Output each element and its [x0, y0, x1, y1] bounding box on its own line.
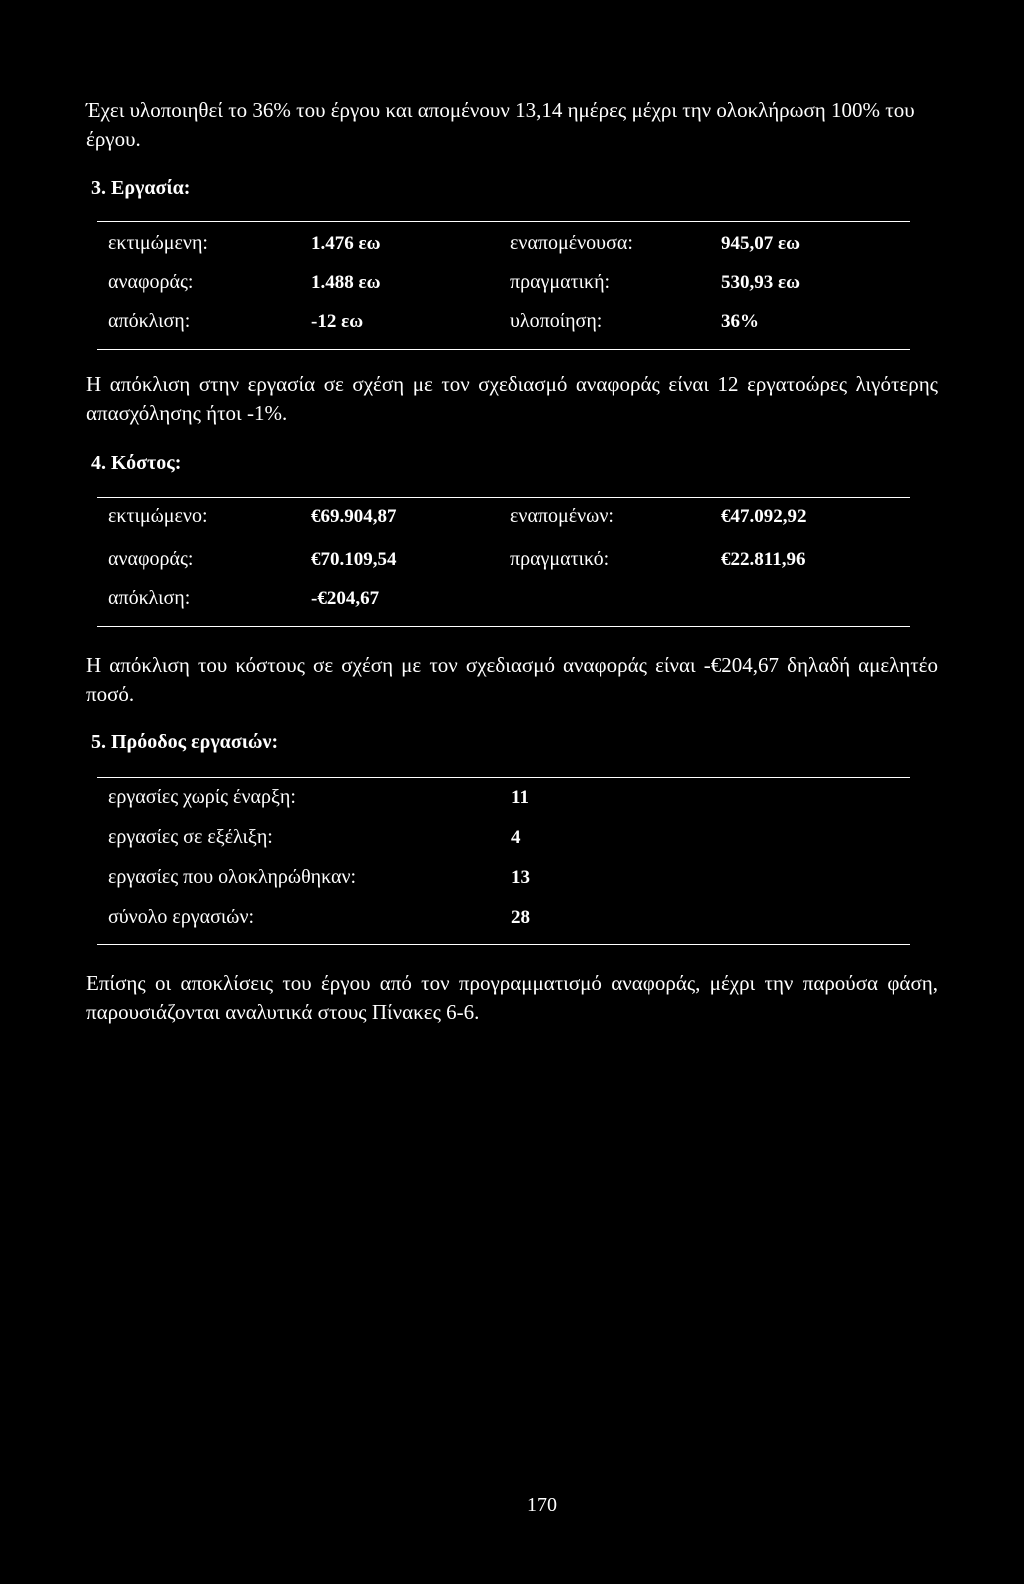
row-label-secondary: εναπομένων:	[510, 505, 614, 527]
row-value: 1.488 εω	[311, 272, 381, 293]
row-label: εργασίες σε εξέλιξη:	[108, 826, 273, 848]
section-4-bottom-rule	[97, 626, 910, 627]
row-label-secondary: πραγματικό:	[510, 548, 610, 570]
row-value: -12 εω	[311, 311, 364, 332]
row-value: 1.476 εω	[311, 233, 381, 254]
intro-paragraph: Έχει υλοποιηθεί το 36% του έργου και απομένουν 13,14 ημέρες μέχρι την ολοκλήρωση 100% του έργου.	[86, 98, 915, 151]
row-value-secondary: €47.092,92	[721, 506, 807, 527]
row-value: 28	[511, 907, 530, 928]
row-value-secondary: 530,93 εω	[721, 272, 801, 293]
row-value-secondary: 945,07 εω	[721, 233, 801, 254]
row-label: εργασίες χωρίς έναρξη:	[108, 786, 296, 808]
row-label: αναφοράς:	[108, 548, 194, 570]
row-value: 11	[511, 787, 529, 808]
row-label: αναφοράς:	[108, 271, 194, 293]
row-value-secondary: 36%	[721, 311, 759, 332]
section-3-heading: 3. Εργασία:	[91, 177, 191, 199]
section-5-top-rule	[97, 777, 910, 778]
row-label: εκτιμώμενη:	[108, 232, 208, 254]
row-label-secondary: εναπομένουσα:	[510, 232, 633, 254]
row-value: 13	[511, 867, 530, 888]
row-value: 4	[511, 827, 521, 848]
section-4-top-rule	[97, 497, 910, 498]
row-label-secondary: πραγματική:	[510, 271, 611, 293]
row-label: απόκλιση:	[108, 587, 191, 609]
closing-paragraph: Επίσης οι αποκλίσεις του έργου από τον προγραμματισμό αναφοράς, μέχρι την παρούσα φάση, παρουσιάζονται αναλυτικά στους Πίνακες 6-6.	[86, 971, 938, 1024]
row-value-secondary: €22.811,96	[721, 549, 806, 570]
row-label: σύνολο εργασιών:	[108, 906, 255, 928]
section-3-note: Η απόκλιση στην εργασία σε σχέση με τον σχεδιασμό αναφοράς είναι 12 εργατοώρες λιγότερης απασχόλησης ήτοι -1%.	[86, 372, 938, 425]
page-number: 170	[527, 1494, 557, 1516]
row-value: -€204,67	[311, 588, 380, 609]
row-value: €69.904,87	[311, 506, 397, 527]
section-4-heading: 4. Κόστος:	[91, 452, 182, 474]
row-label: εργασίες που ολοκληρώθηκαν:	[108, 866, 357, 888]
section-3-top-rule	[97, 221, 910, 222]
section-5-bottom-rule	[97, 944, 910, 945]
section-4-note: Η απόκλιση του κόστους σε σχέση με τον σχεδιασμό αναφοράς είναι -€204,67 δηλαδή αμελητέο ποσό.	[86, 653, 938, 706]
row-label: εκτιμώμενο:	[108, 505, 208, 527]
section-5-heading: 5. Πρόοδος εργασιών:	[91, 731, 279, 753]
row-label: απόκλιση:	[108, 310, 191, 332]
row-label-secondary: υλοποίηση:	[510, 310, 603, 332]
section-3-bottom-rule	[97, 349, 910, 350]
row-value: €70.109,54	[311, 549, 397, 570]
